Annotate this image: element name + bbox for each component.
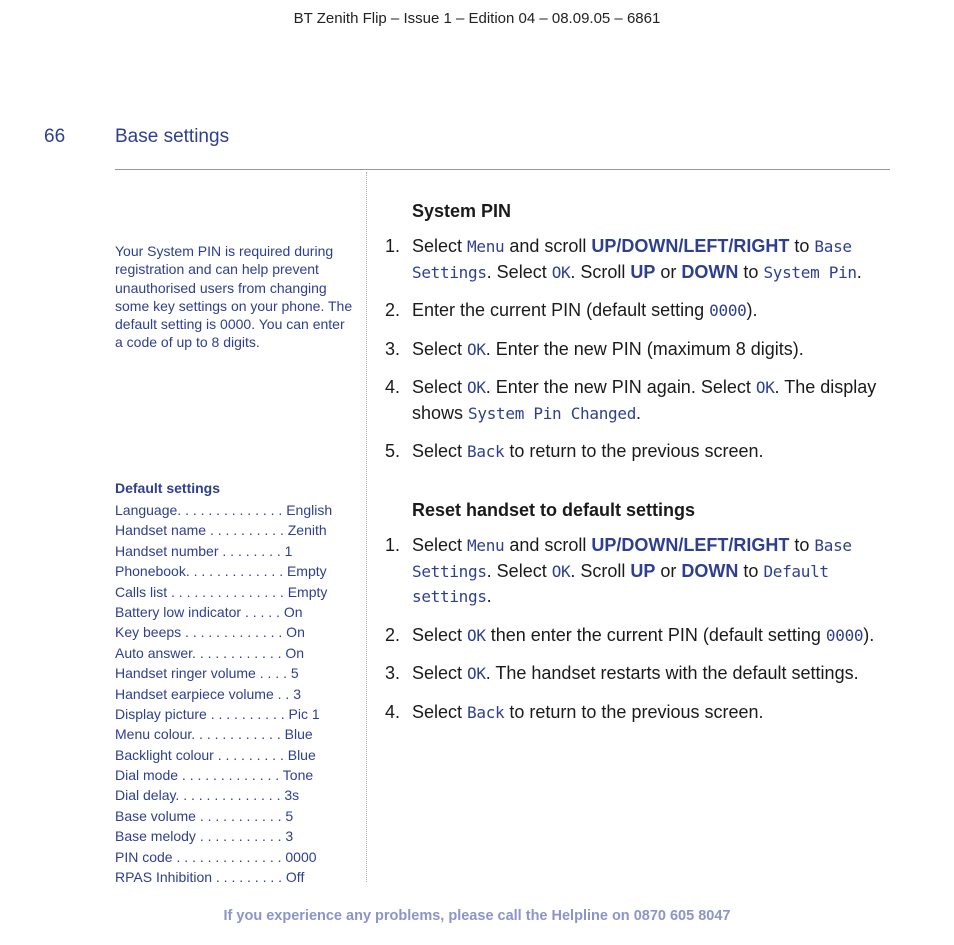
- section-title: Base settings: [115, 126, 230, 147]
- default-setting-row: Menu colour. . . . . . . . . . . . Blue: [115, 726, 313, 743]
- step-text-run: . Scroll: [570, 560, 631, 581]
- step-text-run: .: [856, 261, 862, 282]
- default-setting-row: Backlight colour . . . . . . . . . Blue: [115, 746, 316, 763]
- instruction-step: [385, 234, 890, 285]
- step-text-run: Select: [412, 663, 468, 683]
- step-text-run: .: [486, 586, 492, 606]
- default-setting-row: Base melody . . . . . . . . . . . 3: [115, 828, 294, 845]
- step-text-run: Select: [412, 624, 468, 645]
- step-text-run: . Enter the new PIN again. Select: [485, 377, 756, 397]
- footer: [0, 908, 954, 924]
- key-name: UP: [630, 261, 656, 282]
- step-text: [412, 623, 890, 649]
- default-setting-row: Handset ringer volume . . . . 5: [115, 665, 299, 682]
- instruction-step: [385, 439, 890, 465]
- helpline-number: 0870 605 8047: [633, 908, 731, 924]
- step-text-run: to: [738, 560, 764, 581]
- system-pin-heading: System PIN: [412, 201, 512, 221]
- key-name: DOWN: [681, 560, 739, 581]
- display-text: OK: [551, 262, 571, 282]
- default-setting-row: Key beeps . . . . . . . . . . . . . On: [115, 624, 305, 641]
- step-text-run: and scroll: [504, 236, 592, 256]
- step-number: 3.: [385, 663, 401, 683]
- display-text: 0000: [709, 301, 747, 320]
- key-name: DOWN: [681, 261, 739, 282]
- step-text: [412, 700, 890, 726]
- default-setting-row: Calls list . . . . . . . . . . . . . . . Empty: [115, 583, 328, 600]
- step-text: [412, 234, 890, 285]
- step-text-run: Select: [412, 338, 468, 359]
- step-text-run: Select: [412, 535, 468, 555]
- step-text-run: ).: [863, 624, 875, 645]
- step-text-run: and scroll: [504, 535, 592, 555]
- step-text-run: to return to the previous screen.: [504, 441, 764, 461]
- display-text: OK: [551, 561, 571, 581]
- step-text-run: Select: [412, 441, 468, 461]
- instruction-step: [385, 298, 890, 324]
- default-setting-row: Handset earpiece volume . . 3: [115, 685, 301, 702]
- default-settings-list: [115, 500, 355, 887]
- default-setting-row: Handset number . . . . . . . . 1: [115, 542, 293, 559]
- default-setting-row: Auto answer. . . . . . . . . . . . On: [115, 644, 305, 661]
- default-setting-row: Dial delay. . . . . . . . . . . . . . 3s: [115, 787, 300, 804]
- display-text: System Pin Changed: [468, 403, 637, 423]
- display-text: OK: [467, 664, 486, 683]
- step-text-run: to return to the previous screen.: [504, 701, 764, 722]
- default-setting-row: Dial mode . . . . . . . . . . . . . Tone: [115, 767, 314, 784]
- reset-heading: Reset handset to default settings: [412, 500, 696, 520]
- key-name: UP: [630, 560, 656, 581]
- default-setting-row: RPAS Inhibition . . . . . . . . . Off: [115, 869, 305, 886]
- step-text-run: . Select: [486, 560, 552, 581]
- key-name: UP/DOWN/LEFT/RIGHT: [591, 236, 790, 256]
- display-text: Menu: [467, 237, 505, 256]
- step-number: 5.: [385, 441, 401, 461]
- step-text: [412, 375, 890, 426]
- step-number: 3.: [385, 338, 401, 359]
- display-text: Base Settings: [412, 536, 852, 581]
- step-number: 2.: [385, 624, 401, 645]
- reset-section: [385, 500, 890, 738]
- system-pin-section: [385, 201, 890, 478]
- display-text: Back: [467, 442, 505, 461]
- step-number: 2.: [385, 300, 401, 320]
- step-text-run: to: [789, 535, 815, 555]
- default-setting-row: Display picture . . . . . . . . . . Pic 1: [115, 705, 320, 722]
- instruction-step: [385, 623, 890, 649]
- step-text-run: . The handset restarts with the default settings.: [485, 663, 859, 683]
- instruction-step: [385, 533, 890, 610]
- header-divider: [115, 169, 890, 170]
- step-text-run: or: [655, 560, 682, 581]
- column-divider: [366, 172, 367, 882]
- step-text-run: Select: [412, 236, 468, 256]
- step-number: 1.: [385, 236, 401, 256]
- system-pin-note: Your System PIN is required during registration and can help prevent unauthorised users from changing some key settings on your phone. The default setting is 0000. You can enter a code of up to 8 digits.: [115, 243, 353, 351]
- footer-text: If you experience any problems, please call the Helpline on: [223, 908, 634, 924]
- step-text-run: . Scroll: [570, 261, 631, 282]
- step-text-run: or: [655, 261, 682, 282]
- display-text: Base Settings: [412, 237, 852, 282]
- step-text: [412, 533, 890, 610]
- instruction-step: [385, 337, 890, 363]
- instruction-step: [385, 700, 890, 726]
- default-settings-title: Default settings: [115, 480, 221, 496]
- default-setting-row: PIN code . . . . . . . . . . . . . . 0000: [115, 848, 317, 865]
- step-text-run: .: [636, 402, 642, 423]
- display-text: Default settings: [412, 561, 829, 606]
- step-text: [412, 661, 890, 687]
- display-text: System Pin: [763, 262, 857, 282]
- reset-steps: [385, 533, 890, 725]
- display-text: Menu: [467, 536, 505, 555]
- step-text-run: . Enter the new PIN (maximum 8 digits).: [485, 338, 804, 359]
- display-text: OK: [755, 378, 775, 397]
- step-number: 4.: [385, 701, 401, 722]
- step-text: [412, 439, 890, 465]
- step-text: [412, 298, 890, 324]
- step-number: 1.: [385, 535, 401, 555]
- display-text: 0000: [825, 625, 864, 645]
- page-number: 66: [44, 126, 66, 147]
- default-setting-row: Language. . . . . . . . . . . . . . English: [115, 502, 333, 518]
- step-text-run: then enter the current PIN (default setting: [485, 624, 826, 645]
- default-settings-panel: [115, 479, 355, 887]
- step-text-run: Select: [412, 377, 468, 397]
- display-text: OK: [467, 625, 486, 645]
- default-setting-row: Phonebook. . . . . . . . . . . . . Empty: [115, 563, 327, 580]
- step-text-run: . Select: [486, 261, 552, 282]
- step-text-run: to: [789, 236, 815, 256]
- system-pin-steps: [385, 234, 890, 465]
- document-header: BT Zenith Flip – Issue 1 – Edition 04 – 08.09.05 – 6861: [293, 10, 661, 27]
- step-number: 4.: [385, 377, 401, 397]
- display-text: Back: [467, 702, 505, 722]
- display-text: OK: [467, 339, 486, 359]
- instruction-step: [385, 375, 890, 426]
- step-text-run: Enter the current PIN (default setting: [412, 300, 710, 320]
- step-text-run: ).: [746, 300, 758, 320]
- step-text-run: to: [738, 261, 764, 282]
- default-setting-row: Battery low indicator . . . . . On: [115, 603, 303, 620]
- key-name: UP/DOWN/LEFT/RIGHT: [591, 535, 790, 555]
- default-setting-row: Handset name . . . . . . . . . . Zenith: [115, 522, 327, 539]
- default-setting-row: Base volume . . . . . . . . . . . 5: [115, 807, 294, 824]
- display-text: OK: [467, 378, 486, 397]
- step-text-run: . The display shows: [412, 377, 877, 423]
- step-text-run: Select: [412, 701, 468, 722]
- instruction-step: [385, 661, 890, 687]
- step-text: [412, 337, 890, 363]
